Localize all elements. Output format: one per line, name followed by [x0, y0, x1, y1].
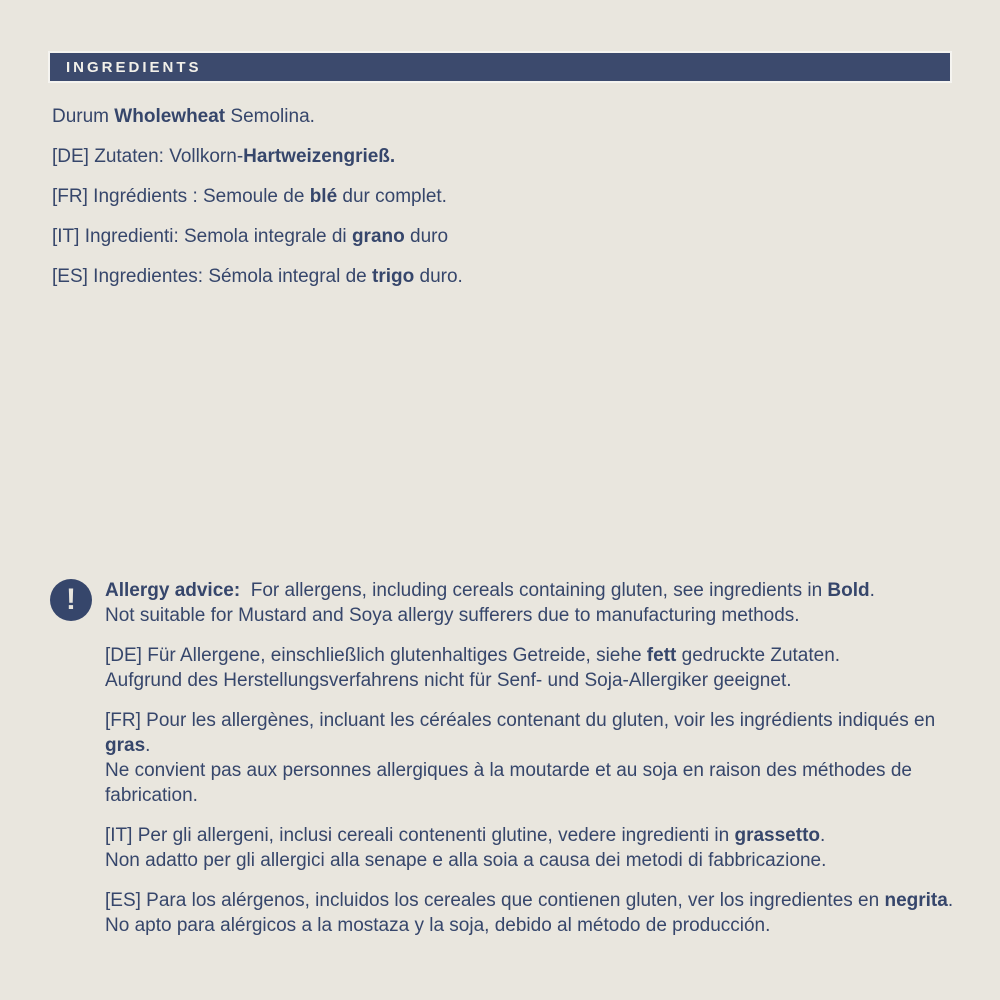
- allergy-paragraph: [105, 888, 960, 938]
- ingredient-line: [52, 266, 950, 288]
- allergy-paragraph: [105, 708, 960, 808]
- bold-text-segment: Hartweizengrieß.: [243, 146, 396, 167]
- allergy-line: [105, 578, 960, 603]
- text-segment: .: [820, 825, 826, 846]
- text-segment: .: [869, 580, 875, 601]
- allergy-paragraph: [105, 643, 960, 693]
- allergy-line: [105, 888, 960, 913]
- allergy-line: [105, 643, 960, 668]
- allergy-line: [105, 758, 960, 808]
- ingredients-header-bar: [50, 53, 950, 81]
- text-segment: Semolina.: [225, 106, 315, 127]
- allergy-line: [105, 668, 960, 693]
- text-segment: [IT] Per gli allergeni, inclusi cereali contenenti glutine, vedere ingredienti in: [105, 825, 735, 846]
- allergy-section: [50, 577, 960, 953]
- ingredients-list: [52, 106, 950, 306]
- bold-text-segment: Wholewheat: [114, 106, 226, 127]
- bold-text-segment: grano: [351, 226, 405, 247]
- text-segment: Aufgrund des Herstellungsverfahrens nicht für Senf- und Soja-Allergiker geeignet.: [105, 670, 792, 691]
- text-segment: dur complet.: [337, 186, 447, 207]
- allergy-line: [105, 823, 960, 848]
- text-segment: .: [145, 735, 151, 756]
- bold-text-segment: fett: [646, 645, 677, 666]
- ingredient-line: [52, 106, 950, 128]
- text-segment: Not suitable for Mustard and Soya allergy sufferers due to manufacturing methods.: [105, 605, 800, 626]
- text-segment: [FR] Pour les allergènes, incluant les céréales contenant du gluten, voir les ingrédients indiqués en: [105, 710, 941, 731]
- text-segment: Non adatto per gli allergici alla senape e alla soia a causa dei metodi di fabbricazione.: [105, 850, 827, 871]
- bold-text-segment: trigo: [372, 266, 415, 287]
- text-segment: Durum: [52, 106, 115, 127]
- ingredient-line: [52, 186, 950, 208]
- bold-text-segment: gras: [105, 735, 146, 756]
- bold-text-segment: blé: [309, 186, 338, 207]
- text-segment: [FR] Ingrédients : Semoule de: [52, 186, 310, 207]
- bold-text-segment: Allergy advice:: [105, 580, 241, 601]
- text-segment: duro.: [414, 266, 463, 287]
- allergy-paragraph: [105, 578, 960, 628]
- text-segment: [ES] Ingredientes: Sémola integral de: [52, 266, 373, 287]
- bold-text-segment: Bold: [827, 580, 870, 601]
- allergy-line: [105, 913, 960, 938]
- text-segment: gedruckte Zutaten.: [676, 645, 841, 666]
- text-segment: [IT] Ingredienti: Semola integrale di: [52, 226, 352, 247]
- ingredient-line: [52, 226, 950, 248]
- bold-text-segment: negrita: [884, 890, 948, 911]
- alert-exclamation-glyph: !: [66, 583, 76, 616]
- allergy-paragraph: [105, 823, 960, 873]
- text-segment: For allergens, including cereals containing gluten, see ingredients in: [240, 580, 828, 601]
- allergy-line: [105, 848, 960, 873]
- ingredient-line: [52, 146, 950, 168]
- allergy-line: [105, 603, 960, 628]
- text-segment: No apto para alérgicos a la mostaza y la soja, debido al método de producción.: [105, 915, 771, 936]
- text-segment: [DE] Zutaten: Vollkorn-: [52, 146, 244, 167]
- text-segment: [ES] Para los alérgenos, incluidos los cereales que contienen gluten, ver los ingredientes en: [105, 890, 885, 911]
- ingredients-title: INGREDIENTS: [66, 58, 202, 76]
- bold-text-segment: grassetto: [734, 825, 820, 846]
- text-segment: duro: [404, 226, 449, 247]
- allergy-line: [105, 708, 960, 758]
- text-segment: [DE] Für Allergene, einschließlich glutenhaltiges Getreide, siehe: [105, 645, 647, 666]
- allergy-paragraphs: [105, 577, 960, 953]
- alert-exclamation-icon: [50, 579, 92, 621]
- text-segment: .: [947, 890, 954, 911]
- text-segment: Ne convient pas aux personnes allergiques à la moutarde et au soja en raison des méthodes de fabrication.: [105, 760, 918, 806]
